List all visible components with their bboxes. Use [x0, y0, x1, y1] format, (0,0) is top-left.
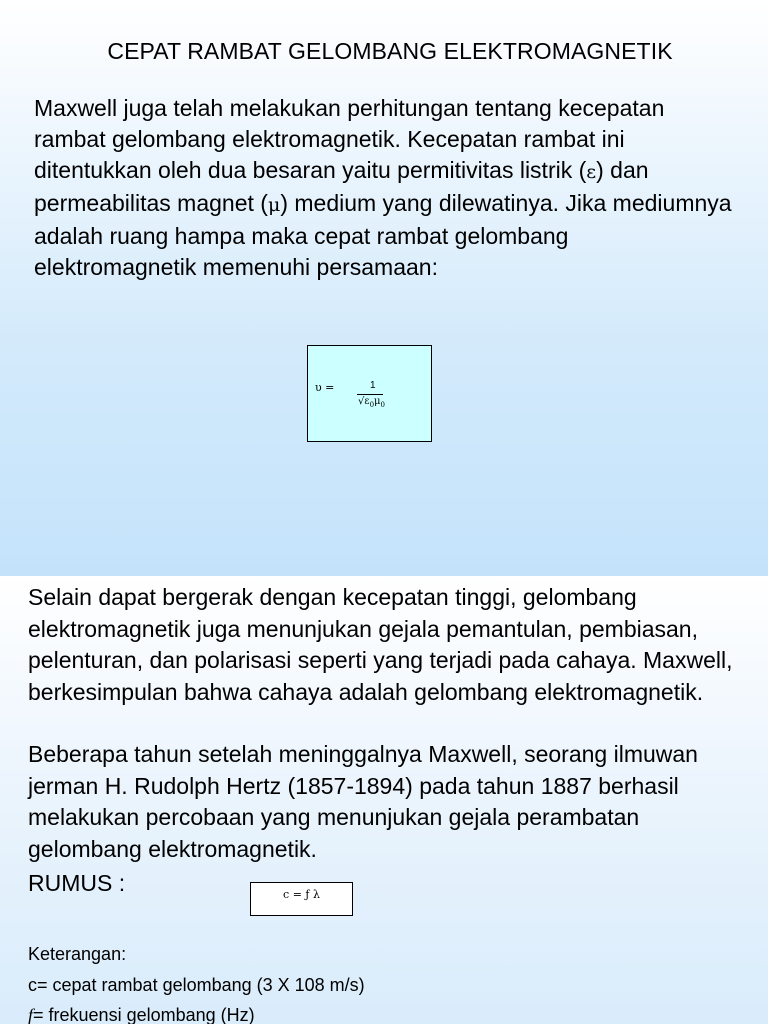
epsilon-symbol: ε — [586, 161, 597, 183]
f-symbol: f — [28, 1005, 34, 1024]
denominator-root-epsilon: √ε — [358, 396, 370, 407]
keterangan-c: c= cepat rambat gelombang (3 X 108 m/s) — [28, 975, 365, 995]
paragraph-hertz: Beberapa tahun setelah meninggalnya Maxwell, seorang ilmuwan jerman H. Rudolph Hertz (1857-1894) pada tahun 1887 berhasil melakukan percobaan yang menunjukan gejala perambatan gelombang elektromagnetik. — [28, 741, 698, 862]
paragraph-selain: Selain dapat bergerak dengan kecepatan tinggi, gelombang elektromagnetik juga menunjukan gejala pemantulan, pembiasan, pelenturan, dan polarisasi seperti yang terjadi pada cahaya. Maxwell, berkesimpulan bahwa cahaya adalah gelombang elektromagnetik. — [28, 584, 733, 705]
formula-numerator: 1 — [370, 380, 376, 391]
speed-formula-box — [307, 345, 432, 442]
body-text-part-1: Maxwell juga telah melakukan perhitungan tentang kecepatan rambat gelombang elektromagnetik. Kecepatan rambat ini ditentukkan oleh dua besaran yaitu permitivitas listrik ( — [34, 95, 665, 183]
keterangan-label: Keterangan: — [28, 944, 127, 964]
denominator-subscript-1: 0 — [369, 401, 375, 409]
denominator-mu: μ — [374, 396, 381, 407]
slide-title: CEPAT RAMBAT GELOMBANG ELEKTROMAGNETIK — [107, 38, 673, 64]
wave-formula-box: c = ƒ λ — [250, 882, 353, 916]
mu-symbol: μ — [267, 194, 281, 216]
formula-denominator — [358, 396, 385, 409]
body-text-part-3: ) medium yang dilewatinya. Jika mediumnya adalah ruang hampa maka cepat rambat gelombang elektromagnetik memenuhi persamaan: — [34, 190, 732, 280]
body-text-part-2: ) dan permeabilitas magnet ( — [34, 157, 649, 216]
formula-lhs: υ = — [315, 381, 335, 394]
keterangan-f-text: = frekuensi gelombang (Hz) — [33, 1005, 255, 1024]
fraction-bar — [357, 394, 383, 395]
denominator-subscript-2: 0 — [380, 401, 385, 409]
keterangan-f — [28, 1004, 255, 1024]
slide-1-body-text — [34, 93, 734, 283]
rumus-label: RUMUS : — [28, 870, 126, 896]
slide-2 — [0, 576, 768, 1024]
